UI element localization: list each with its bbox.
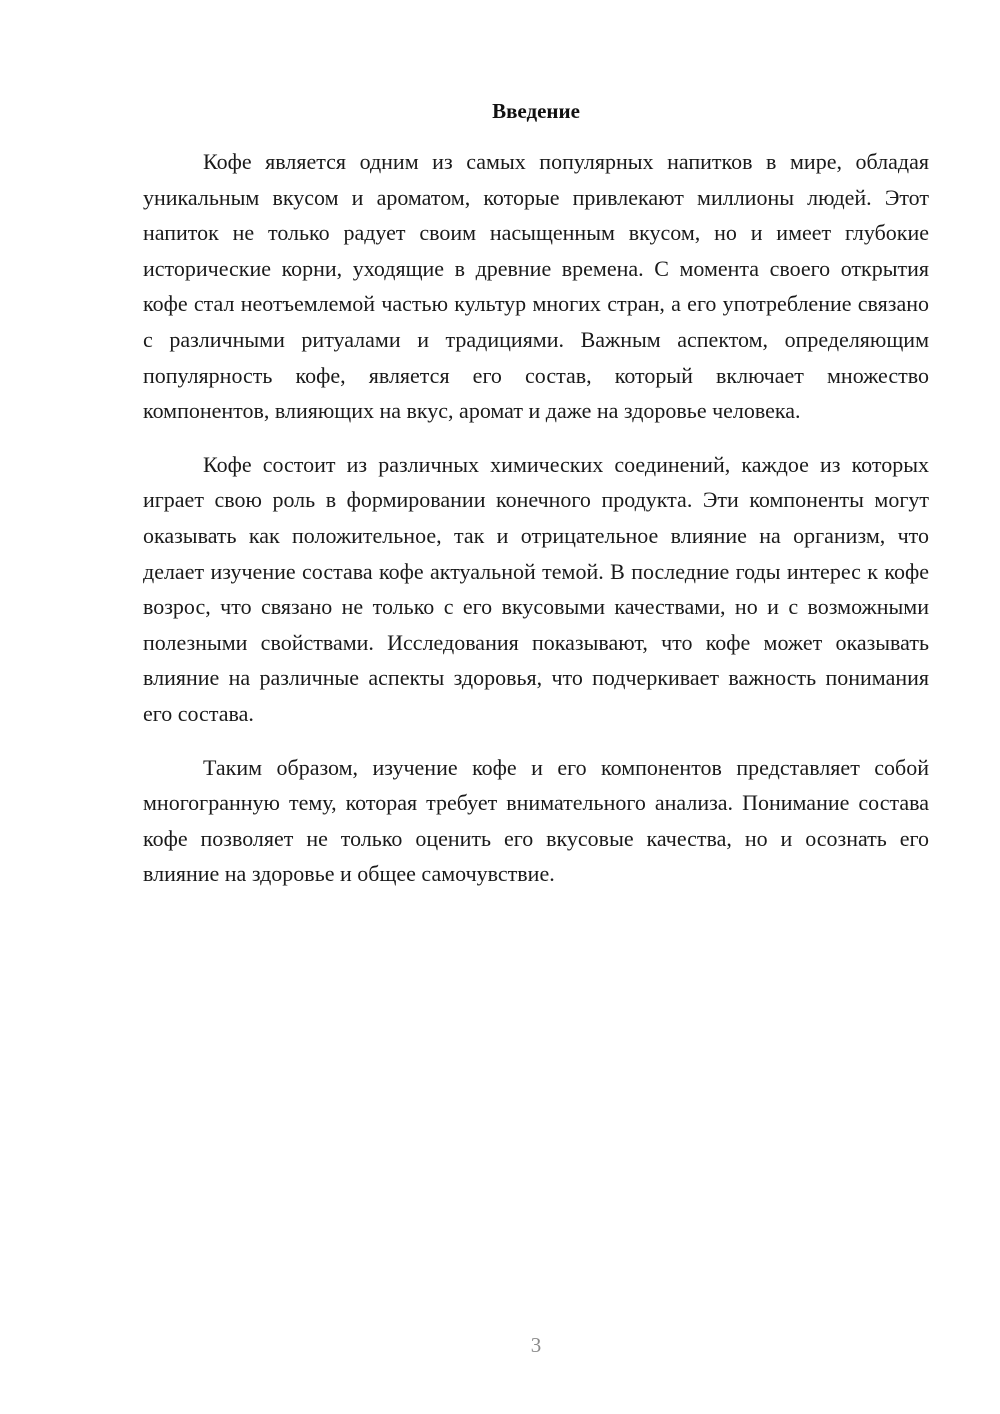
paragraph-3: Таким образом, изучение кофе и его компонентов представляет собой многогранную тему, которая требует внимательного анализа. Понимание состава кофе позволяет не только оценить его вкусовые качества, но и осознать его влияние на здоровье и общее самочувствие.	[143, 754, 929, 887]
page-number: 3	[530, 1333, 542, 1357]
section-title: Введение	[492, 99, 580, 123]
paragraph-2: Кофе состоит из различных химических соединений, каждое из которых играет свою роль в формировании конечного продукта. Эти компоненты могут оказывать как положительное, так и отрицательное влияние на организм, что делает изучение состава кофе актуальной темой. В последние годы интерес к кофе возрос, что связано не только с его вкусовыми качествами, но и с возможными полезными свойствами. Исследования показывают, что кофе может оказывать влияние на различные аспекты здоровья, что подчеркивает важность понимания его состава.	[143, 451, 929, 726]
paragraph-1: Кофе является одним из самых популярных напитков в мире, обладая уникальным вкусом и ароматом, которые привлекают миллионы людей. Этот напиток не только радует своим насыщенным вкусом, но и имеет глубокие исторические корни, уходящие в древние времена. С момента своего открытия кофе стал неотъемлемой частью культур многих стран, а его употребление связано с различными ритуалами и традициями. Важным аспектом, определяющим популярность кофе, является его состав, который включает множество компонентов, влияющих на вкус, аромат и даже на здоровье человека.	[143, 149, 929, 424]
document-page	[143, 96, 929, 910]
